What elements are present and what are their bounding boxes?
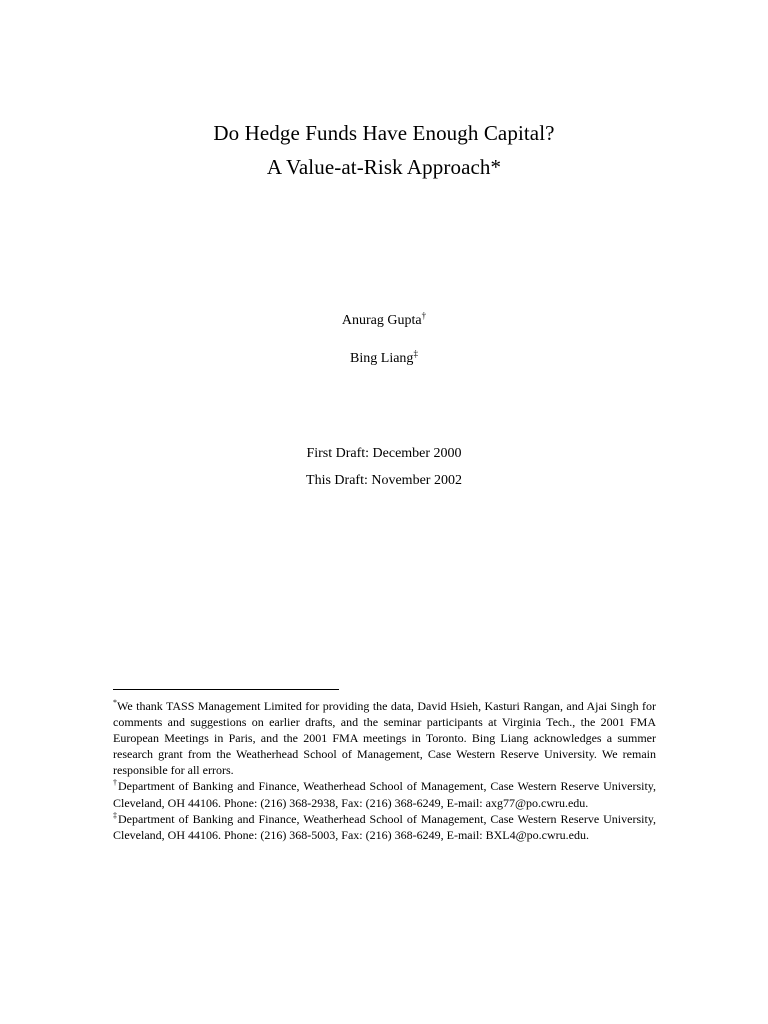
- author-name: Anurag Gupta: [341, 313, 422, 328]
- footnote-text: We thank TASS Management Limited for providing the data, David Hsieh, Kasturi Rangan, and Ajai Singh for comments and suggestions on earlier drafts, and the seminar participants at Virginia Tech., the 2001 FMA European Meetings in Paris, and the 2001 FMA meetings in Toronto. Bing Liang acknowledges a summer research grant from the Weatherhead School of Management, Case Western Reserve University. We remain responsible for all errors.: [113, 699, 656, 778]
- author-footnote-mark: ‡: [413, 348, 418, 359]
- author-list: [0, 311, 768, 387]
- author-1: [0, 311, 768, 331]
- paper-title: Do Hedge Funds Have Enough Capital?: [213, 121, 555, 145]
- author-footnote-mark: †: [421, 310, 427, 321]
- author-name: Bing Liang: [350, 351, 414, 366]
- title-block: [0, 116, 768, 184]
- footnote-author-1: [113, 778, 656, 810]
- footnote-author-2: [113, 811, 656, 843]
- draft-dates: [0, 444, 768, 498]
- footnote-text: Department of Banking and Finance, Weatherhead School of Management, Case Western Reserve University, Cleveland, OH 44106. Phone: (216) 368-2938, Fax: (216) 368-6249, E-mail: axg77@po.cwru.edu.: [113, 779, 657, 810]
- footnote-mark: ‡: [113, 810, 118, 820]
- footnote-text: Department of Banking and Finance, Weatherhead School of Management, Case Western Reserve University, Cleveland, OH 44106. Phone: (216) 368-5003, Fax: (216) 368-6249, E-mail: BXL4@po.cwru.edu.: [113, 811, 657, 842]
- footnote-mark: †: [113, 778, 118, 788]
- first-draft-date: First Draft: December 2000: [306, 446, 462, 461]
- footnote-acknowledgements: [113, 698, 656, 778]
- author-2: [0, 349, 768, 369]
- footnote-mark: *: [113, 698, 117, 707]
- footnotes: [113, 698, 656, 843]
- this-draft-date: This Draft: November 2002: [306, 473, 462, 488]
- footnote-separator: [113, 689, 339, 690]
- paper-subtitle: A Value-at-Risk Approach*: [266, 155, 502, 179]
